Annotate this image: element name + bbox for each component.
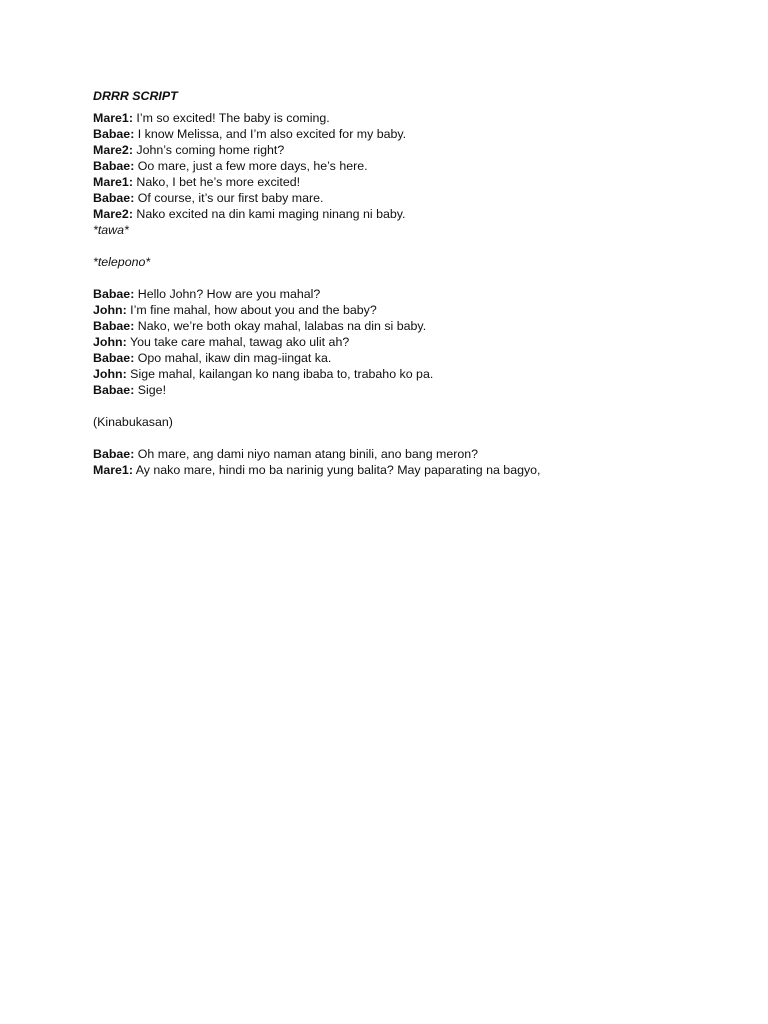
dialogue-text: You take care mahal, tawag ako ulit ah? <box>126 335 350 349</box>
dialogue-line <box>93 462 713 478</box>
speaker-name: Mare1: <box>93 463 133 477</box>
speaker-name: Babae: <box>93 287 135 301</box>
blank-line <box>93 238 713 254</box>
speaker-name: Babae: <box>93 351 135 365</box>
dialogue-line <box>93 286 713 302</box>
dialogue-line <box>93 126 713 142</box>
script-content <box>93 88 713 478</box>
dialogue-text: I’m fine mahal, how about you and the baby? <box>126 303 377 317</box>
speaker-name: Mare1: <box>93 111 133 125</box>
dialogue-line <box>93 446 713 462</box>
dialogue-text: Hello John? How are you mahal? <box>134 287 321 301</box>
speaker-name: John: <box>93 335 127 349</box>
stage-direction: *tawa* <box>93 223 129 237</box>
speaker-name: Babae: <box>93 319 135 333</box>
dialogue-line <box>93 318 713 334</box>
dialogue-text: Of course, it’s our first baby mare. <box>134 191 324 205</box>
dialogue-text: Ay nako mare, hindi mo ba narinig yung balita? May paparating na bagyo, <box>132 463 541 477</box>
blank-line <box>93 430 713 446</box>
dialogue-line <box>93 334 713 350</box>
dialogue-text: John’s coming home right? <box>132 143 285 157</box>
script-title: DRRR SCRIPT <box>93 89 178 103</box>
speaker-name: John: <box>93 367 127 381</box>
dialogue-text: Sige mahal, kailangan ko nang ibaba to, trabaho ko pa. <box>126 367 434 381</box>
blank-line <box>93 270 713 286</box>
blank-line <box>93 398 713 414</box>
dialogue-text: I’m so excited! The baby is coming. <box>132 111 330 125</box>
dialogue-text: Oh mare, ang dami niyo naman atang binili, ano bang meron? <box>134 447 479 461</box>
dialogue-text: I know Melissa, and I’m also excited for my baby. <box>134 127 407 141</box>
speaker-name: Mare2: <box>93 143 133 157</box>
dialogue-line <box>93 382 713 398</box>
dialogue-text: Nako excited na din kami maging ninang ni baby. <box>132 207 406 221</box>
speaker-name: Babae: <box>93 191 135 205</box>
dialogue-text: Nako, we’re both okay mahal, lalabas na din si baby. <box>134 319 427 333</box>
dialogue-line <box>93 174 713 190</box>
speaker-name: Babae: <box>93 159 135 173</box>
speaker-name: Babae: <box>93 447 135 461</box>
dialogue-line <box>93 158 713 174</box>
dialogue-line <box>93 350 713 366</box>
dialogue-text: Sige! <box>134 383 167 397</box>
speaker-name: Mare1: <box>93 175 133 189</box>
dialogue-text: Opo mahal, ikaw din mag-iingat ka. <box>134 351 332 365</box>
dialogue-line <box>93 110 713 126</box>
speaker-name: Babae: <box>93 127 135 141</box>
dialogue-line <box>93 206 713 222</box>
dialogue-line <box>93 190 713 206</box>
scene-heading: (Kinabukasan) <box>93 415 173 429</box>
speaker-name: Mare2: <box>93 207 133 221</box>
dialogue-line <box>93 366 713 382</box>
stage-direction: *telepono* <box>93 255 151 269</box>
dialogue-line <box>93 142 713 158</box>
speaker-name: John: <box>93 303 127 317</box>
dialogue-line <box>93 302 713 318</box>
dialogue-text: Oo mare, just a few more days, he’s here. <box>134 159 368 173</box>
speaker-name: Babae: <box>93 383 135 397</box>
dialogue-text: Nako, I bet he’s more excited! <box>132 175 301 189</box>
